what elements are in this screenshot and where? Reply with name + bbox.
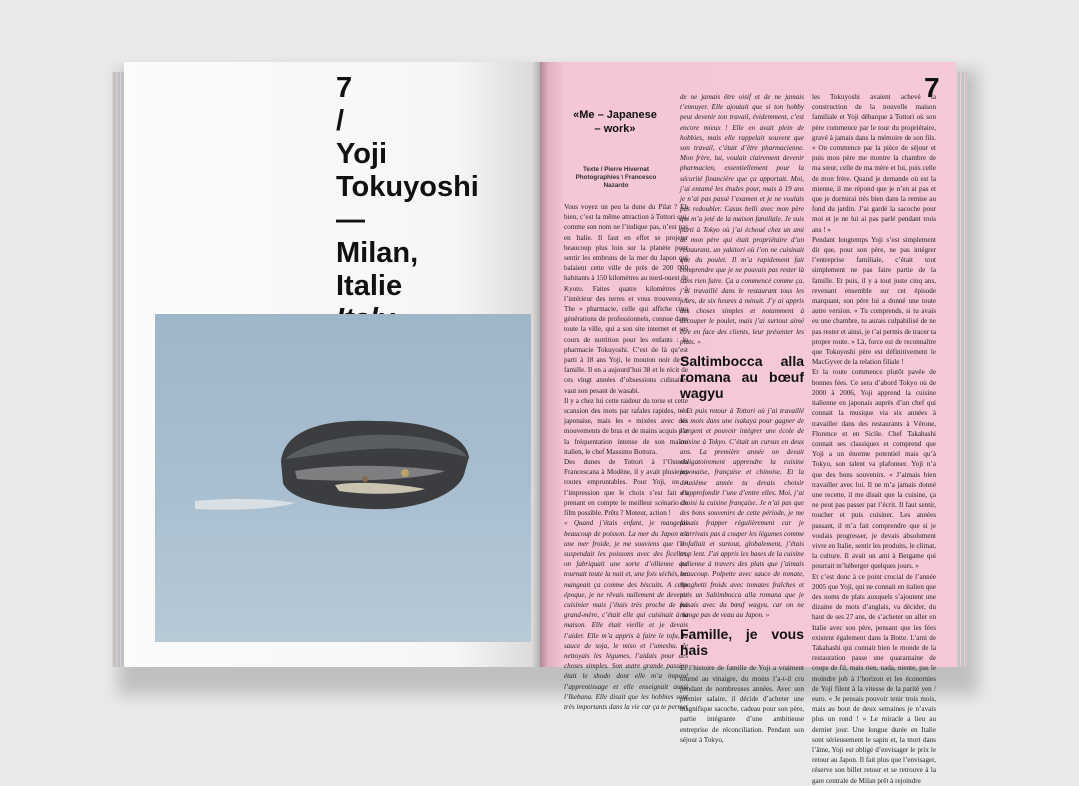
credits xyxy=(566,166,666,190)
right-page xyxy=(540,62,956,785)
city-name: Milan, xyxy=(336,237,419,269)
paragraph: Et la route commence plutôt pavée de bonnes fées. Ce sera d’abord Tokyo où de 2000 à 2006, Yoji apprend la cuisine italienne en japonais auprès d’un chef qui connait la musique via six années à travailler dans des restaurants à Vérone, Florence et en Sicile. Chef Takahashi connait ses classiques et comprend que Yoji a un énorme potentiel mais qu’à Tokyo, son talent va plafonner. Yoji n’a que des bons souvenirs. « J’aimais bien travailler avec lui. Il ne m’a jamais donné une recette, il me disait que la cuisine, ça ne peut pas passer par l’écrit. Il faut sentir, toucher et puis cuisiner. Les années passant, il m’a fait comprendre que si je voulais progresser, je devais absolument vivre en Italie, sentir les produits, le climat, la culture. Il avait un ami à Bergame qui pourrait m’héberger quelques jours. » xyxy=(812,368,936,571)
paragraph: les Tokuyoshi avaient achevé la construction de la nouvelle maison familiale et Yoji débarque à Tottori où son père commence par le tour du propriétaire, gravé à jamais dans la mémoire de son fils. « On commence par la pièce de séjour et puis mon père me montre la chambre de ma sœur, celle de ma mère et lui, puis celle de mon frère. Quand je demande où est la mienne, il me répond que je n’en ai pas et que je dormirai très bien dans la remise au fond du jardin. J’ai gardé la sacoche pour moi et je ne lui ai pas parlé pendant trois ans ! » xyxy=(812,93,936,234)
country-french: Italie xyxy=(336,270,403,302)
paragraph: Pendant longtemps Yoji s’est simplement dit que, pour son père, ne pas intégrer l’entreprise familiale, c’était tout simplement ne pas faire partie de la famille. Et puis, il y a tout juste cinq ans, revenant ensemble sur cet épisode marquant, son père lui a donné une toute autre version. « Tu comprends, si tu avais eu une chambre, tu aurais culpabilisé de ne pas rester et ainsi, je t’ai permis de tracer ta propre route. » Là, force est de reconnaître que Tokuyoshi père est définitivement le MacGyver de la relation filiale ! xyxy=(812,235,936,367)
paragraph: de ne jamais être oisif et de ne jamais t’ennuyer. Elle ajoutait que si ton hobby peut devenir ton travail, évidemment, c’est encore mieux ! Elle en avait plein de hobbies, mais elle rappelait souvent que son travail, c’était d’être pharmacienne. Mon frère, lui, voulait clairement devenir pharmacien, essentiellement pour la sécurité financière que ça apportait. Moi, j’ai entamé les études pour, mais à 19 ans je n’ai pas passé l’examen et je ne voulais pas redoubler. Casus belli avec mon père qui m’a jeté de la maison familiale. Je suis parti à Tokyo où j’ai échoué chez un ami de mon père qui était propriétaire d’un restaurant, un yakitori où l’on ne cuisinait que du poulet. Il m’a rapidement fait comprendre que je ne pouvais pas rester là sans rien faire. Ça a commencé comme ça, j’ai travaillé dans le restaurant tous les jours, de six heures à minuit. J’y ai appris des choses simples et notamment à découper le poulet, mais j’ai surtout aimé être en face des clients, leur présenter les plats. » xyxy=(680,93,804,346)
chef-first-name: Yoji xyxy=(336,138,388,170)
paragraph: « Quand j’étais enfant, je mangeais beaucoup de poisson. La mer du Japon est une mer froide, je me souviens que l’on suspendait les poissons avec des ficelles, on fabriquait une sorte d’ollienne qui tournait toute la nuit et, une fois séchés, on mangeait ça comme des biscuits. A cette époque, je ne rêvais nullement de devenir cuisinier mais j’étais très proche de ma grand-mère, c’était elle qui cuisinait à la maison. Elle était vieille et je devais l’aider. Elle m’a appris à faire le tofu, la sauce de soja, le miso et l’umeshu. Je nettoyais les légumes, l’aidais pour des choses simples. Son autre grande passion était le shodo dont elle m’a imposé l’apprentissage et elle enseignait aussi l’Ikebana. Elle disait que les hobbies sont très importants dans la vie car ça te permet xyxy=(564,519,688,711)
text-credit: Texte / Pierre Hivernat xyxy=(582,166,650,173)
text-column-1 xyxy=(564,202,688,711)
text-column-3 xyxy=(812,92,936,785)
paragraph: Et l’histoire de famille de Yoji a vraiment tourné au vinaigre, du moins l’a-t-il cru pendant de nombreuses années. Avec son premier salaire, il décide d’acheter une magnifique sacoche, cadeau pour son père, partie intégrante d’une ambitieuse entreprise de réconciliation. Pendant son séjour à Tokyo, xyxy=(680,664,804,744)
paragraph: Vous voyez un peu la dune du Pilat ? Eh bien, c’est la même attraction à Tottori qui, comme son nom ne l’indique pas, n’est pas en Italie. Il faut en effet se projeter beaucoup plus loin sur la planète pour sentir les embruns de la mer du Japon qui balaient cette ville de près de 200 000 habitants à 150 kilomètres au nord-ouest de Kyoto. Faites quatre kilomètres à l’intérieur des terres et vous trouverez « The » pharmacie, celle qui affiche cinq générations de professionnels, connue dans toute la ville, qui a son site internet et ses cours de nutrition pour les enfants : la pharmacie Tokuyoshi. C’est de là qu’est parti à 18 ans Yoji, le mouton noir de la famille. Il en a aujourd’hui 38 et le récit de ces vingt années d’obsessions culinaires vaut son pesant de wasabi. xyxy=(564,203,688,395)
paragraph: Et c’est donc à ce point crucial de l’année 2005 que Yoji, qui ne connait en italien que des noms de plats auxquels s’ajoutent une dizaine de mots d’anglais, va décider, du haut de ses 27 ans, de s’acheter un aller en Italie avec son père, pensant que les fées existent également dans la Botte. L’ami de Takahashi qui connait bien le monde de la restauration passe une quarantaine de coups de fil, mais rien, nada, niente, pas le moindre job à l’horizon et les économies de Yoji filent à la vitesse de la parité yen / euro. « Je pensais pouvoir tenir trois mois, mais au bout de deux semaines je n’avais plus un rond ! » Le miracle a lieu au dernier jour. Une longue durée en Italie sont sérieusement le sapin et, la mort dans l’âme, Yoji est obligé d’envisager le prix le retour au Japon. Il fait plus que l’envisager, réserve son billet retour et se retrouve à la gare centrale de Milan prêt à rejoindre xyxy=(812,572,936,785)
paragraph: « Et puis retour à Tottori où j’ai travaillé six mois dans une isakaya pour gagner de l’argent et pouvoir intégrer une école de cuisine à Tokyo. C’était un cursus en deux ans. La première année on devait obligatoirement apprendre la cuisine japonaise, française et chinoise. Et la deuxième année tu devais choisir d’approfondir l’une d’entre elles. Moi, j’ai choisi la cuisine française. Je n’ai pas que des bons souvenirs de cette période, je me faisais frapper régulièrement car je n’arrivais pas à couper les légumes comme il fallait et surtout, globalement, j’étais trop lent. J’ai appris les bases de la cuisine italienne à travers des plats que j’aimais beaucoup. Polpette avec sauce de tomate, Spaghetti froids avec tomates fraîches et puis un Saltimbocca alla romana que je faisais avec du bœuf wagyu, car on ne mange pas de veau au Japon. » xyxy=(680,407,804,620)
page-number: 7 xyxy=(924,72,940,103)
issue-number: 7 xyxy=(336,72,353,104)
chef-last-name: Tokuyoshi xyxy=(336,171,479,203)
title-slash: / xyxy=(336,105,345,137)
spine-gutter xyxy=(532,62,548,667)
pull-quote: «Me – Japanese – work» xyxy=(573,109,657,135)
charred-dish-image xyxy=(275,399,475,519)
section-heading: Famille, je vous hais xyxy=(680,626,804,659)
photo-credit: Photographies \ Francesco Nazardo xyxy=(575,174,657,189)
title-dash: — xyxy=(336,204,365,236)
section-heading: Saltimbocca alla romana au bœuf wagyu xyxy=(680,353,804,402)
left-page xyxy=(124,62,540,667)
article-title xyxy=(336,72,526,336)
text-column-2 xyxy=(680,92,804,744)
paragraph: Il y a chez lui cette raideur du torse et cette scansion des mots par rafales rapides, très japonaise, mais les « mixées avec des mouvements de bras et de mains acquis par la fréquentation intense de son maître italien, le chef Massimo Bottura. xyxy=(564,396,688,456)
food-photo xyxy=(155,314,531,642)
paragraph: Des dunes de Tottori à l’Osteria Francescana à Modène, il y avait plusieurs routes empruntables. Pour Yoji, on a l’impression que le choix s’est fait en prenant en compte le meilleur scénario de film possible. Prêts ? Moteur, action ! xyxy=(564,458,688,518)
